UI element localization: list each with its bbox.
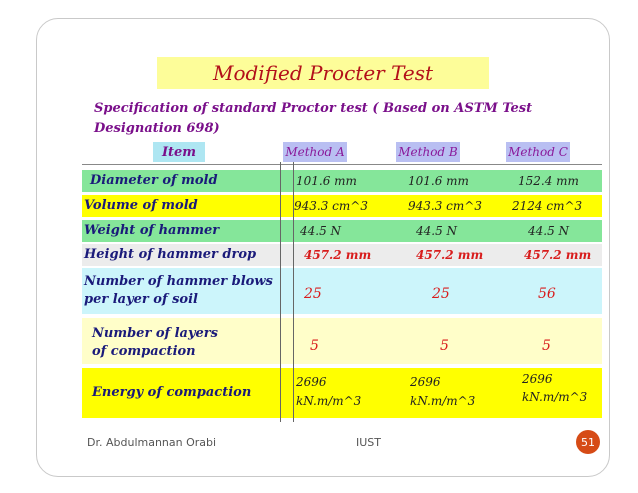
method-a-value: 101.6 mm bbox=[296, 174, 357, 188]
spec-line-2: Designation 698) bbox=[94, 121, 220, 136]
method-b-header: Method B bbox=[396, 142, 460, 162]
column-divider-method-a bbox=[293, 162, 294, 422]
method-b-value: 101.6 mm bbox=[408, 174, 469, 188]
row-label-line-1: Number of hammer blows bbox=[84, 274, 273, 289]
method-a-unit: kN.m/m^3 bbox=[296, 394, 362, 408]
row-label-line-2: of compaction bbox=[92, 344, 196, 359]
row-label: Volume of mold bbox=[84, 198, 198, 213]
table-row-volume bbox=[82, 195, 602, 217]
page-number-badge: 51 bbox=[576, 430, 600, 454]
table-row-hammer-blows bbox=[82, 268, 602, 314]
method-c-value: 2696 bbox=[522, 372, 553, 386]
method-a-value: 44.5 N bbox=[300, 224, 342, 238]
method-a-value: 5 bbox=[310, 338, 319, 354]
method-b-value: 943.3 cm^3 bbox=[408, 199, 482, 213]
table-row-height bbox=[82, 244, 602, 266]
row-label: Energy of compaction bbox=[92, 385, 252, 400]
method-b-value: 5 bbox=[440, 338, 449, 354]
header-divider bbox=[82, 164, 602, 165]
row-label: Weight of hammer bbox=[84, 223, 220, 238]
method-b-value: 44.5 N bbox=[416, 224, 458, 238]
method-c-value: 152.4 mm bbox=[518, 174, 579, 188]
method-a-value: 2696 bbox=[296, 375, 327, 389]
method-b-value: 25 bbox=[432, 286, 450, 302]
method-a-value: 943.3 cm^3 bbox=[294, 199, 368, 213]
method-c-value: 457.2 mm bbox=[524, 248, 592, 262]
table-row-layers bbox=[82, 318, 602, 364]
method-c-value: 56 bbox=[538, 286, 556, 302]
method-c-header: Method C bbox=[506, 142, 570, 162]
row-label-line-2: per layer of soil bbox=[84, 292, 198, 307]
method-a-value: 457.2 mm bbox=[304, 248, 372, 262]
table-row-energy bbox=[82, 368, 602, 418]
method-c-unit: kN.m/m^3 bbox=[522, 390, 588, 404]
slide-title: Modified Procter Test bbox=[157, 57, 489, 89]
table-row-weight bbox=[82, 220, 602, 242]
row-label: Height of hammer drop bbox=[84, 247, 257, 262]
method-c-value: 44.5 N bbox=[528, 224, 570, 238]
column-divider-item bbox=[280, 162, 281, 422]
footer-institution: IUST bbox=[356, 436, 381, 449]
table-row-diameter bbox=[82, 170, 602, 192]
specification-text bbox=[94, 99, 564, 139]
method-a-value: 25 bbox=[304, 286, 322, 302]
method-c-value: 2124 cm^3 bbox=[512, 199, 583, 213]
row-label: Diameter of mold bbox=[90, 173, 218, 188]
item-header: Item bbox=[153, 142, 205, 162]
row-label-line-1: Number of layers bbox=[92, 326, 218, 341]
footer-author: Dr. Abdulmannan Orabi bbox=[87, 436, 217, 449]
method-a-header: Method A bbox=[283, 142, 347, 162]
method-b-value: 457.2 mm bbox=[416, 248, 484, 262]
method-c-value: 5 bbox=[542, 338, 551, 354]
method-b-unit: kN.m/m^3 bbox=[410, 394, 476, 408]
spec-line-1: Specification of standard Proctor test ( Based on ASTM Test bbox=[94, 101, 533, 116]
method-b-value: 2696 bbox=[410, 375, 441, 389]
